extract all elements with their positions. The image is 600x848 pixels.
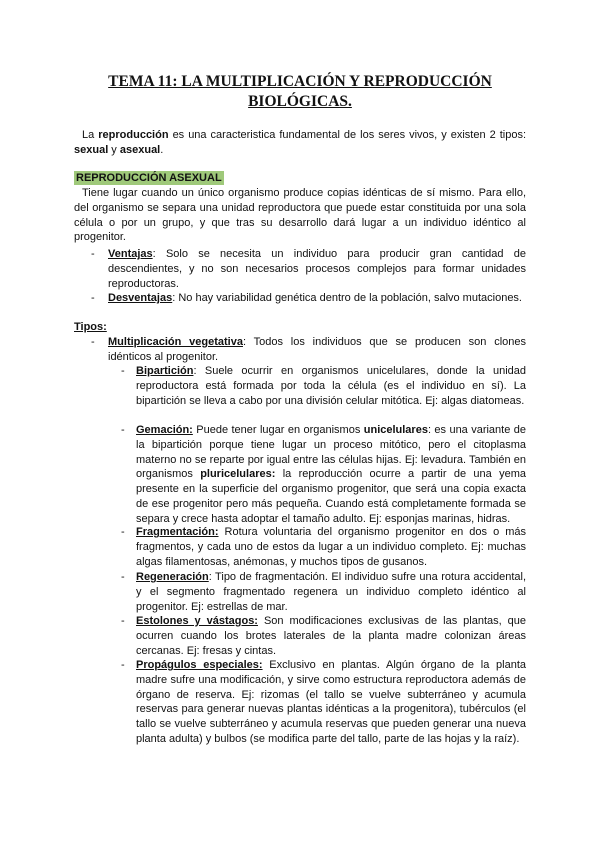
regeneracion-item [136, 570, 526, 614]
estolones-label: Estolones y vástagos: [136, 615, 258, 627]
title-line-1: TEMA 11: LA MULTIPLICACIÓN Y REPRODUCCIÓN [108, 73, 492, 90]
dash-bullet: - [121, 365, 125, 377]
biparticion-label: Bipartición [136, 365, 194, 377]
gemacion-bold-unicelulares: unicelulares [363, 424, 428, 436]
fragmentacion-text: Rotura voluntaria del organismo progenitor en dos o más fragmentos, y cada uno de estos da lugar a un individuo completo. Ej: muchas algas filamentosas, anémonas, y muchos tipos de gusanos. [136, 526, 526, 568]
intro-paragraph [74, 128, 526, 158]
dash-bullet: - [91, 292, 95, 304]
section-paragraph [74, 186, 526, 245]
dash-bullet: - [121, 615, 125, 627]
intro-text: . [160, 143, 164, 156]
multiplicacion-vegetativa-text: : Todos los individuos que se producen son clones idénticos al progenitor. [108, 336, 527, 363]
gemacion-item [136, 423, 526, 527]
estolones-text: Son modificaciones exclusivas de las plantas, que ocurren cuando los brotes laterales de la planta madre colonizan áreas cercanas. Ej: fresas y cintas. [136, 615, 527, 657]
tipos-heading [74, 320, 526, 335]
dash-bullet: - [121, 526, 125, 538]
desventajas-label: Desventajas [108, 292, 173, 304]
intro-bold-asexual: asexual [119, 143, 161, 156]
regeneracion-label: Regeneración [136, 571, 209, 583]
dash-bullet: - [121, 424, 125, 436]
intro-text: La [82, 129, 99, 141]
gemacion-label: Gemación: [136, 424, 193, 436]
dash-bullet: - [121, 571, 125, 583]
section-heading-asexual: REPRODUCCIÓN ASEXUAL [76, 172, 222, 184]
propagulos-label: Propágulos especiales: [136, 659, 263, 671]
gemacion-bold-pluricelulares: pluricelulares: [200, 468, 276, 481]
gemacion-text: Puede tener lugar en organismos [192, 424, 364, 436]
intro-text: y [108, 143, 120, 156]
propagulos-text: Exclusivo en plantas. Algún órgano de la planta madre sufre una modificación, y sirve como estructura reproductora además de órgano de reserva. Ej: rizomas (el tallo se vuelve subterráneo y acumula reservas para generar nuevas plantas idénticas a la progenitora), tubérculos (el tallo se vuelve subterráneo y acumula reservas que pueden generar una nueva planta adulta) y bulbos (se modifica parte del tallo, parte de las hojas y la raíz). [136, 659, 527, 745]
dash-bullet: - [121, 659, 125, 671]
tipos-label: Tipos: [74, 321, 107, 333]
title-line-2: BIOLÓGICAS. [248, 93, 352, 110]
intro-bold-sexual: sexual [74, 143, 109, 156]
dash-bullet: - [91, 336, 95, 348]
gemacion-text: : es una variante de la bipartición porque tiene lugar un proceso mitótico, pero el citoplasma materno no se reparte por igual entre las células hijas. Ej: levadura. También en organismos [136, 424, 526, 481]
intro-bold-reproduccion: reproducción [98, 129, 169, 141]
regeneracion-text: : Tipo de fragmentación. El individuo sufre una rotura accidental, y el segmento fragmentado regenera un individuo completo idéntico al progenitor. Ej: estrellas de mar. [136, 571, 526, 613]
multiplicacion-vegetativa-item [108, 335, 526, 365]
desventajas-item [108, 291, 548, 306]
propagulos-item [136, 658, 526, 747]
estolones-item [136, 614, 526, 658]
page-title [60, 72, 540, 112]
fragmentacion-item [136, 525, 526, 569]
gemacion-text: la reproducción ocurre a partir de una yema presente en la superficie del organismo progenitor, que será una copia exacta de ese progenitor pero más pequeña. Cuando está completamente formada se separa y crece hasta adoptar el tamaño adulto. Ej: esponjas marinas, hidras. [136, 468, 526, 525]
section-paragraph-text: Tiene lugar cuando un único organismo produce copias idénticas de sí mismo. Para ello, del organismo se separa una unidad reproductora que puede estar constituida por una sola célula o por un grupo, y que tras su desarrollo dará lugar a un individuo idéntico al progenitor. [74, 187, 526, 244]
intro-text: es una caracteristica fundamental de los seres vivos, y existen 2 tipos: [168, 129, 526, 141]
multiplicacion-vegetativa-label: Multiplicación vegetativa [108, 336, 243, 348]
ventajas-label: Ventajas [108, 248, 153, 260]
ventajas-text: : Solo se necesita un individuo para producir gran cantidad de descendientes, y no son necesarios procesos complejos para formar unidades reproductoras. [108, 248, 526, 290]
dash-bullet: - [91, 248, 95, 260]
ventajas-item [108, 247, 526, 291]
fragmentacion-label: Fragmentación: [136, 526, 219, 538]
biparticion-item [136, 364, 526, 408]
desventajas-text: : No hay variabilidad genética dentro de la población, salvo mutaciones. [172, 292, 522, 304]
biparticion-text: : Suele ocurrir en organismos unicelulares, donde la unidad reproductora está formada por toda la célula (es el individuo en sí). La bipartición se lleva a cabo por una división celular mitótica. Ej: algas diatomeas. [136, 365, 526, 407]
